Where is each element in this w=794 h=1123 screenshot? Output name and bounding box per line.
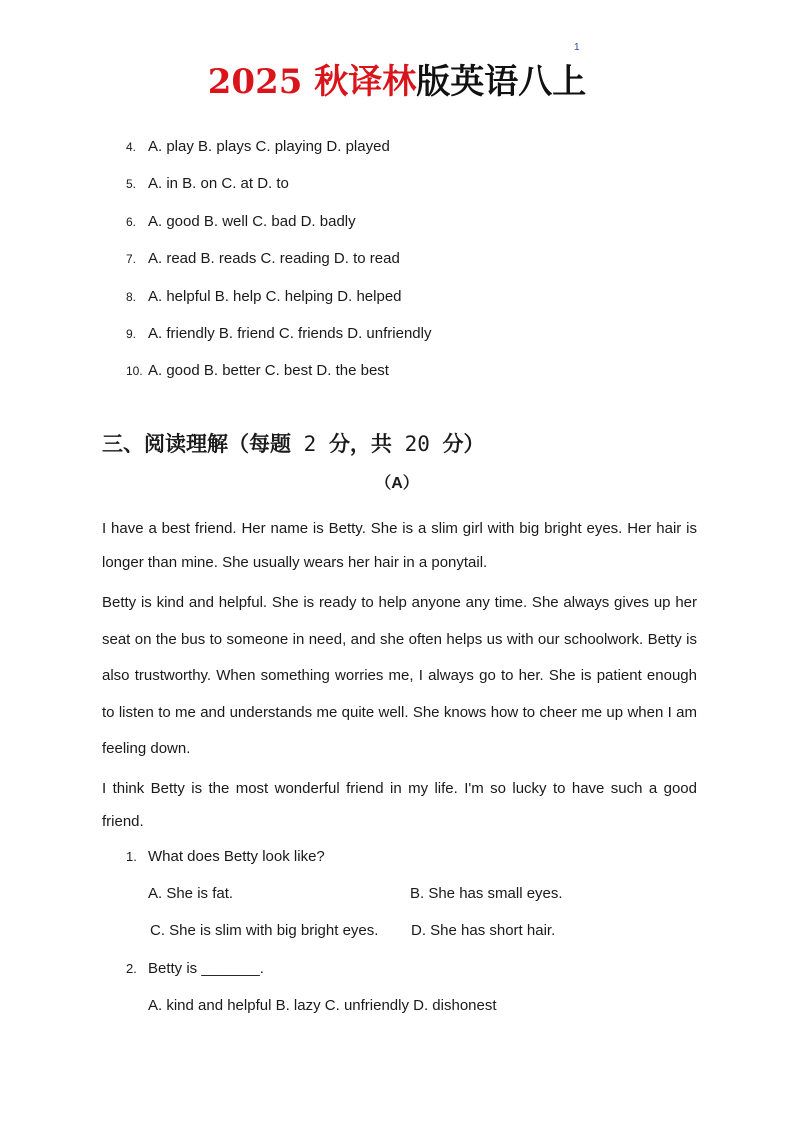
list-item	[126, 323, 431, 360]
item-number: 5.	[126, 177, 137, 192]
section-suffix: 分）	[442, 432, 485, 456]
item-text: A. helpful B. help C. helping D. helped	[148, 287, 402, 305]
item-number: 7.	[126, 252, 137, 267]
item-text: A. friendly B. friend C. friends D. unfriendly	[148, 324, 432, 342]
page-number: 1	[574, 42, 580, 53]
list-item	[126, 360, 431, 397]
item-text: A. play B. plays C. playing D. played	[148, 138, 390, 155]
section-heading	[102, 428, 485, 460]
question-2	[126, 958, 264, 980]
item-number: 9.	[126, 326, 137, 341]
item-number: 4.	[126, 140, 137, 154]
title-red-part: 2025 秋译林	[207, 62, 417, 102]
section-points: 2	[291, 432, 329, 456]
title-black-part: 版英语八上	[416, 62, 587, 102]
item-text: A. read B. reads C. reading D. to read	[148, 250, 400, 268]
question-number: 2.	[126, 961, 137, 976]
question-number: 1.	[126, 849, 137, 864]
item-text: A. good B. well C. bad D. badly	[148, 212, 356, 230]
section-prefix: 三、阅读理解（每题	[102, 432, 291, 456]
question-text: Betty is _______.	[148, 960, 264, 977]
choice-line: A. kind and helpful B. lazy C. unfriendly D. dishonest	[148, 997, 497, 1014]
choice-a: A. She is fat.	[148, 885, 234, 902]
question-1	[126, 846, 325, 868]
item-number: 6.	[126, 214, 137, 229]
question-text: What does Betty look like?	[148, 848, 325, 865]
item-text: A. good B. better C. best D. the best	[148, 362, 389, 380]
list-item	[126, 248, 431, 285]
section-total: 20	[391, 432, 443, 456]
choice-d: D. She has short hair.	[411, 922, 556, 939]
item-number: 10.	[126, 364, 143, 379]
passage-paragraph: I think Betty is the most wonderful friend in my life. I'm so lucky to have such a good friend.	[102, 780, 697, 830]
list-item	[126, 286, 431, 323]
passage-label: （A）	[375, 475, 419, 492]
passage-paragraph: I have a best friend. Her name is Betty. She is a slim girl with big bright eyes. Her hair is longer than mine. She usually wears her hair in a ponytail.	[102, 520, 697, 571]
list-item	[126, 211, 431, 248]
options-list	[126, 136, 431, 398]
list-item	[126, 136, 431, 173]
choice-c: C. She is slim with big bright eyes.	[150, 922, 379, 939]
item-text: A. in B. on C. at D. to	[148, 175, 289, 193]
choice-b: B. She has small eyes.	[410, 885, 563, 902]
page-title	[0, 60, 794, 104]
section-mid: 分，共	[328, 432, 392, 456]
passage-paragraph: Betty is kind and helpful. She is ready to help anyone any time. She always gives up her seat on the bus to someone in need, and she often helps us with our schoolwork. Betty is also trustworthy. When something worries me, I always go to her. She is patient enough to listen to me and understands me quite well. She knows how to cheer me up when I am feeling down.	[102, 594, 697, 757]
item-number: 8.	[126, 289, 137, 304]
list-item	[126, 173, 431, 210]
